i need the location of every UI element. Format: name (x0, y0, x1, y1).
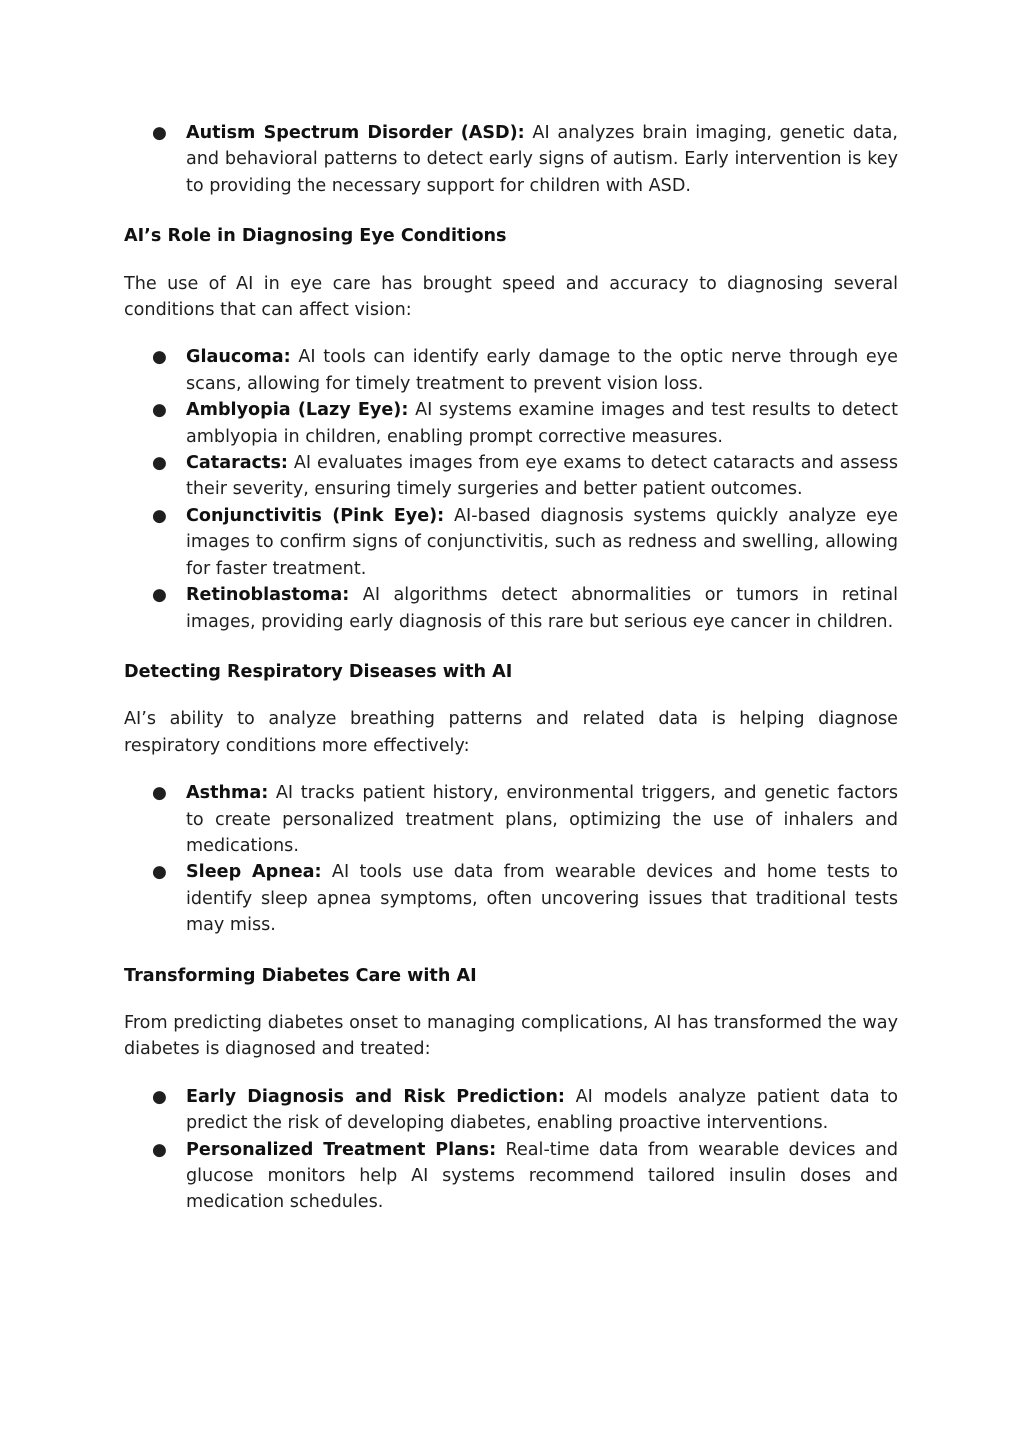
item-term: Personalized Treatment Plans: (186, 1139, 497, 1160)
section-intro-diabetes: From predicting diabetes onset to managing complications, AI has transformed the way diabetes is diagnosed and treated: (124, 1012, 898, 1060)
item-term: Amblyopia (Lazy Eye): (186, 400, 409, 421)
bullet-icon: ● (152, 123, 167, 143)
list-item-glaucoma (124, 344, 898, 397)
item-text: AI algorithms detect abnormalities or tumors in retinal images, providing early diagnosis of this rare but serious eye cancer in children. (186, 585, 898, 632)
bullet-icon: ● (152, 505, 167, 526)
list-item-sleep-apnea (124, 859, 898, 938)
item-term: Asthma: (186, 783, 269, 804)
bullet-icon: ● (152, 585, 167, 606)
bullet-icon: ● (152, 347, 167, 368)
bullet-icon: ● (152, 453, 167, 474)
item-text: AI analyzes brain imaging, genetic data, and behavioral patterns to detect early signs of autism. Early intervention is key to providing the necessary support for children with ASD. (186, 123, 899, 196)
section-intro-eye: The use of AI in eye care has brought speed and accuracy to diagnosing several conditions that can affect vision: (124, 273, 898, 321)
respiratory-list (124, 780, 898, 938)
item-term: Retinoblastoma: (186, 585, 350, 606)
item-text: AI models analyze patient data to predict the risk of developing diabetes, enabling proactive interventions. (186, 1086, 898, 1134)
list-item-amblyopia (124, 397, 898, 450)
list-item-treatment-plans (124, 1137, 898, 1216)
list-item-autism (124, 120, 898, 199)
item-text: AI tracks patient history, environmental triggers, and genetic factors to create personalized treatment plans, optimizing the use of inhalers and medications. (186, 783, 898, 856)
section-heading-diabetes: Transforming Diabetes Care with AI (124, 965, 477, 986)
item-text: AI evaluates images from eye exams to detect cataracts and assess their severity, ensuring timely surgeries and better patient outcomes. (186, 453, 898, 500)
section-heading-respiratory: Detecting Respiratory Diseases with AI (124, 661, 513, 682)
item-term: Cataracts: (186, 453, 288, 474)
bullet-icon: ● (152, 783, 167, 804)
section-intro-respiratory: AI’s ability to analyze breathing patterns and related data is helping diagnose respiratory conditions more effectively: (124, 709, 898, 756)
bullet-icon: ● (152, 1086, 167, 1107)
list-item-conjunctivitis (124, 503, 898, 582)
bullet-icon: ● (152, 400, 167, 421)
item-term: Autism Spectrum Disorder (ASD): (186, 123, 525, 143)
item-text: AI tools use data from wearable devices and home tests to identify sleep apnea symptoms, often uncovering issues that traditional tests may miss. (186, 862, 898, 936)
item-term: Sleep Apnea: (186, 862, 322, 883)
section-heading-eye: AI’s Role in Diagnosing Eye Conditions (124, 226, 507, 247)
eye-conditions-list (124, 344, 898, 634)
item-term: Early Diagnosis and Risk Prediction: (186, 1086, 565, 1107)
item-text: AI-based diagnosis systems quickly analyze eye images to confirm signs of conjunctivitis, such as redness and swelling, allowing for faster treatment. (186, 505, 899, 579)
bullet-icon: ● (152, 1139, 167, 1160)
list-item-cataracts (124, 450, 898, 503)
item-text: Real-time data from wearable devices and glucose monitors help AI systems recommend tailored insulin doses and medication schedules. (186, 1139, 898, 1213)
item-text: AI systems examine images and test results to detect amblyopia in children, enabling prompt corrective measures. (186, 400, 898, 447)
document-page (124, 120, 898, 1216)
item-term: Conjunctivitis (Pink Eye): (186, 505, 445, 526)
list-item-retinoblastoma (124, 582, 898, 635)
list-item-early-diagnosis (124, 1084, 898, 1137)
list-item-asthma (124, 780, 898, 859)
diabetes-list (124, 1084, 898, 1216)
bullet-icon: ● (152, 862, 167, 883)
item-text: AI tools can identify early damage to the optic nerve through eye scans, allowing for timely treatment to prevent vision loss. (186, 347, 898, 394)
autism-list (124, 120, 898, 199)
item-term: Glaucoma: (186, 347, 291, 368)
